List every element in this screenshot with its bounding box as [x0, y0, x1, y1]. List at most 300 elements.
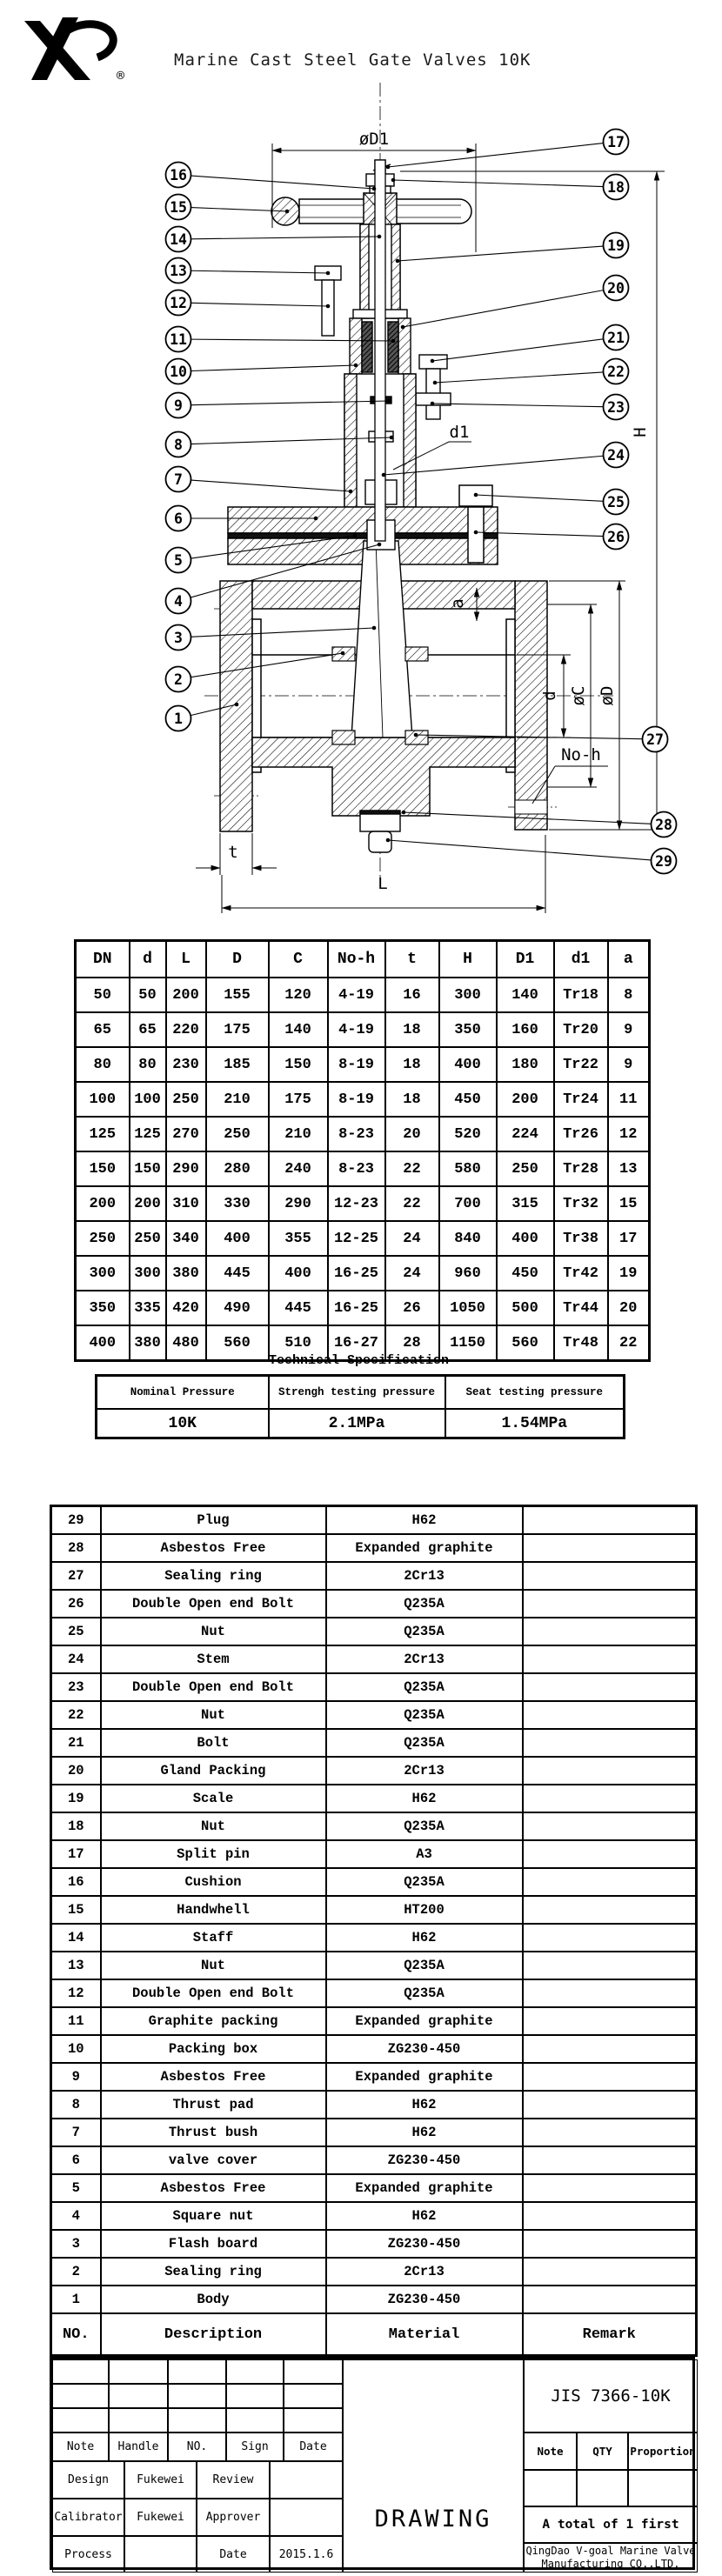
dim-table-cell: Tr44: [554, 1291, 608, 1325]
svg-text:26: 26: [607, 529, 625, 545]
dim-table-cell: 400: [497, 1221, 554, 1256]
dim-table-row: [76, 1012, 650, 1047]
dim-table-cell: 490: [206, 1291, 269, 1325]
parts-table-cell: [523, 1645, 697, 1673]
dim-table-cell: 700: [439, 1186, 497, 1221]
dim-table-cell: 240: [269, 1151, 328, 1186]
parts-table-cell: Thrust bush: [101, 2119, 326, 2146]
callout-7: [166, 467, 353, 494]
callout-21: [431, 325, 629, 364]
parts-table-row: [51, 2063, 697, 2091]
dim-table-cell: 4-19: [328, 1012, 385, 1047]
parts-table-cell: 15: [51, 1896, 101, 1924]
parts-table-cell: 10: [51, 2035, 101, 2063]
parts-table-cell: Graphite packing: [101, 2007, 326, 2035]
parts-table-cell: [523, 1701, 697, 1729]
callout-24: [382, 443, 629, 477]
callout-15: [166, 195, 290, 220]
parts-table-row: [51, 1645, 697, 1673]
tb-date2-label: Date: [197, 2536, 270, 2573]
dim-table-cell: 480: [166, 1325, 206, 1361]
parts-table-cell: Gland Packing: [101, 1757, 326, 1785]
dim-table-cell: 350: [439, 1012, 497, 1047]
stem: [375, 160, 385, 541]
parts-table-row: [51, 1757, 697, 1785]
parts-table-cell: [523, 1757, 697, 1785]
parts-table-cell: 16: [51, 1868, 101, 1896]
dim-table-cell: 250: [76, 1221, 130, 1256]
dim-table-cell: 8: [608, 978, 650, 1012]
dim-table-cell: 210: [206, 1082, 269, 1117]
parts-table-cell: Q235A: [326, 1979, 523, 2007]
dim-table-cell: 150: [76, 1151, 130, 1186]
parts-table-cell: [523, 1785, 697, 1812]
parts-table-cell: Bolt: [101, 1729, 326, 1757]
parts-table-cell: Asbestos Free: [101, 2063, 326, 2091]
spec-header-cell: Nominal Pressure: [97, 1376, 269, 1410]
parts-table-cell: 21: [51, 1729, 101, 1757]
tb-design-label: Design: [52, 2461, 124, 2499]
parts-table-cell: Flash board: [101, 2230, 326, 2258]
dim-table-cell: 100: [76, 1082, 130, 1117]
parts-table-cell: [523, 1868, 697, 1896]
callout-29: [386, 838, 677, 874]
parts-table-cell: 1: [51, 2286, 101, 2313]
dim-table-cell: 16-27: [328, 1325, 385, 1361]
svg-text:10: 10: [170, 364, 187, 380]
dim-label: No-h: [561, 745, 601, 764]
svg-text:8: 8: [174, 437, 183, 453]
callout-16: [166, 163, 377, 191]
dim-table-cell: Tr18: [554, 978, 608, 1012]
dim-table-cell: 315: [497, 1186, 554, 1221]
parts-table-cell: Double Open end Bolt: [101, 1673, 326, 1701]
parts-table-cell: Expanded graphite: [326, 2174, 523, 2202]
parts-table-cell: 3: [51, 2230, 101, 2258]
parts-table-cell: [523, 2258, 697, 2286]
dim-table-cell: 9: [608, 1047, 650, 1082]
parts-table-cell: Cushion: [101, 1868, 326, 1896]
svg-text:9: 9: [174, 397, 183, 414]
parts-table-cell: Asbestos Free: [101, 1534, 326, 1562]
dim-table-cell: 200: [166, 978, 206, 1012]
gland-bolt-right: [416, 355, 451, 419]
dim-column-header: H: [439, 941, 497, 978]
technical-specification-table: [95, 1374, 625, 1439]
dim-table-cell: 330: [206, 1186, 269, 1221]
spec-value-cell: 10K: [97, 1409, 269, 1438]
svg-text:25: 25: [607, 494, 625, 511]
dim-table-cell: 400: [206, 1221, 269, 1256]
dim-label: øC: [569, 685, 588, 706]
parts-table-cell: Split pin: [101, 1840, 326, 1868]
parts-table-cell: 22: [51, 1701, 101, 1729]
parts-table-cell: Plug: [101, 1506, 326, 1535]
parts-list-table: [50, 1505, 698, 2357]
dim-table-cell: 200: [130, 1186, 166, 1221]
parts-table-row: [51, 1896, 697, 1924]
parts-footer-cell: NO.: [51, 2313, 101, 2356]
dim-table-cell: 8-23: [328, 1151, 385, 1186]
parts-table-cell: Expanded graphite: [326, 2063, 523, 2091]
parts-table-cell: 7: [51, 2119, 101, 2146]
flange-bolt-hole: [515, 800, 547, 814]
dim-table-cell: 310: [166, 1186, 206, 1221]
dim-table-cell: 140: [497, 978, 554, 1012]
parts-table-cell: [523, 2230, 697, 2258]
dim-table-cell: 840: [439, 1221, 497, 1256]
parts-table-row: [51, 1534, 697, 1562]
dim-table-cell: 445: [269, 1291, 328, 1325]
dim-table-cell: Tr22: [554, 1047, 608, 1082]
dim-table-cell: 270: [166, 1117, 206, 1151]
dim-label: L: [378, 874, 388, 893]
parts-table-cell: H62: [326, 1785, 523, 1812]
dim-table-cell: 560: [206, 1325, 269, 1361]
dim-table-cell: 15: [608, 1186, 650, 1221]
parts-table-cell: Packing box: [101, 2035, 326, 2063]
dim-table-cell: 8-19: [328, 1082, 385, 1117]
dim-table-cell: 28: [385, 1325, 439, 1361]
svg-text:7: 7: [174, 471, 183, 488]
parts-table-cell: [523, 2286, 697, 2313]
dim-table-cell: 8-23: [328, 1117, 385, 1151]
dim-table-cell: 450: [497, 1256, 554, 1291]
dim-table-cell: 9: [608, 1012, 650, 1047]
dim-table-cell: Tr38: [554, 1221, 608, 1256]
parts-table-cell: H62: [326, 1506, 523, 1535]
parts-table-row: [51, 1729, 697, 1757]
dim-table-row: [76, 1256, 650, 1291]
tb-calibrator-label: Calibrator: [52, 2499, 124, 2536]
dim-table-cell: 230: [166, 1047, 206, 1082]
dim-label: øD: [598, 685, 617, 706]
parts-table-cell: 25: [51, 1618, 101, 1645]
dim-table-row: [76, 1117, 650, 1151]
callout-13: [166, 258, 331, 284]
dim-table-cell: 450: [439, 1082, 497, 1117]
parts-table-cell: 12: [51, 1979, 101, 2007]
parts-table-row: [51, 1618, 697, 1645]
parts-table-cell: ZG230-450: [326, 2035, 523, 2063]
parts-table-row: [51, 1673, 697, 1701]
dim-table-cell: 340: [166, 1221, 206, 1256]
dim-column-header: t: [385, 941, 439, 978]
dim-label: øD1: [358, 130, 390, 149]
parts-footer-cell: Material: [326, 2313, 523, 2356]
dim-label: d: [540, 691, 559, 701]
parts-table-cell: ZG230-450: [326, 2146, 523, 2174]
parts-table-cell: Q235A: [326, 1590, 523, 1618]
dim-table-cell: Tr32: [554, 1186, 608, 1221]
tb-approver-label: Approver: [197, 2499, 270, 2536]
parts-table-cell: valve cover: [101, 2146, 326, 2174]
svg-text:3: 3: [174, 630, 183, 646]
dim-table-cell: 50: [76, 978, 130, 1012]
dim-table-cell: 280: [206, 1151, 269, 1186]
parts-table-cell: Nut: [101, 1952, 326, 1979]
dim-table-cell: 400: [269, 1256, 328, 1291]
parts-table-row: [51, 1506, 697, 1535]
dim-table-cell: 18: [385, 1047, 439, 1082]
parts-table-cell: 18: [51, 1812, 101, 1840]
dim-table-cell: 210: [269, 1117, 328, 1151]
total-note: A total of 1 first: [524, 2506, 698, 2543]
dim-table-cell: 180: [497, 1047, 554, 1082]
dim-table-cell: 22: [385, 1186, 439, 1221]
dim-column-header: DN: [76, 941, 130, 978]
parts-table-row: [51, 2007, 697, 2035]
parts-table-row: [51, 2091, 697, 2119]
parts-table-cell: 6: [51, 2146, 101, 2174]
dim-table-cell: 300: [76, 1256, 130, 1291]
parts-table-cell: H62: [326, 2119, 523, 2146]
tb-date-label: Date: [284, 2433, 343, 2461]
dim-table-cell: 500: [497, 1291, 554, 1325]
parts-table-cell: [523, 1979, 697, 2007]
tb-no-label: NO.: [168, 2433, 226, 2461]
dim-table-cell: 400: [439, 1047, 497, 1082]
parts-table-cell: 29: [51, 1506, 101, 1535]
tb-note-label: Note: [52, 2433, 109, 2461]
parts-table-row: [51, 1562, 697, 1590]
dim-table-cell: 175: [206, 1012, 269, 1047]
spec-header-cell: Strengh testing pressure: [269, 1376, 445, 1410]
dim-table-cell: 65: [130, 1012, 166, 1047]
dim-table-cell: 175: [269, 1082, 328, 1117]
dim-table-cell: 300: [130, 1256, 166, 1291]
dim-table-row: [76, 1186, 650, 1221]
parts-table-row: [51, 1952, 697, 1979]
parts-footer-cell: Description: [101, 2313, 326, 2356]
company-line-1: QingDao V-goal Marine Valve: [525, 2545, 696, 2557]
dim-table-cell: 140: [269, 1012, 328, 1047]
parts-table-cell: 8: [51, 2091, 101, 2119]
dim-table-cell: 290: [166, 1151, 206, 1186]
callout-18: [391, 175, 629, 200]
dim-table-cell: 380: [166, 1256, 206, 1291]
valve-section-drawing: [0, 74, 722, 922]
dim-table-cell: 16: [385, 978, 439, 1012]
proportion-label: Proportion: [628, 2433, 698, 2470]
parts-table-cell: 2Cr13: [326, 1562, 523, 1590]
dim-table-cell: 12: [608, 1117, 650, 1151]
dim-table-cell: 20: [608, 1291, 650, 1325]
dim-table-cell: 80: [130, 1047, 166, 1082]
dim-table-cell: 290: [269, 1186, 328, 1221]
dim-column-header: No-h: [328, 941, 385, 978]
dim-table-cell: 16-25: [328, 1256, 385, 1291]
dim-table-cell: 250: [130, 1221, 166, 1256]
qty-label: QTY: [577, 2433, 628, 2470]
dim-column-header: D: [206, 941, 269, 978]
parts-table-row: [51, 2174, 697, 2202]
svg-text:4: 4: [174, 593, 183, 610]
spec-header-row: [97, 1376, 625, 1410]
dim-table-cell: 24: [385, 1256, 439, 1291]
svg-text:14: 14: [170, 231, 187, 248]
company-name: [524, 2543, 698, 2573]
dim-table-cell: 150: [130, 1151, 166, 1186]
callout-23: [431, 395, 629, 420]
parts-table-cell: A3: [326, 1840, 523, 1868]
parts-table-cell: [523, 1506, 697, 1535]
dim-table-cell: 13: [608, 1151, 650, 1186]
parts-table-footer-row: [51, 2313, 697, 2356]
dim-label: H: [631, 427, 650, 437]
svg-text:22: 22: [607, 364, 625, 380]
parts-table-cell: 13: [51, 1952, 101, 1979]
parts-table-cell: [523, 2091, 697, 2119]
dim-table-cell: 220: [166, 1012, 206, 1047]
dim-table-cell: 18: [385, 1082, 439, 1117]
dim-table-cell: 12-23: [328, 1186, 385, 1221]
parts-table-cell: Double Open end Bolt: [101, 1590, 326, 1618]
parts-table-row: [51, 2286, 697, 2313]
dim-table-cell: 160: [497, 1012, 554, 1047]
parts-table-cell: 2Cr13: [326, 1757, 523, 1785]
parts-table-cell: 11: [51, 2007, 101, 2035]
tb-calibrator-name: Fukewei: [124, 2499, 197, 2536]
dim-table-cell: 355: [269, 1221, 328, 1256]
dim-table-cell: 1150: [439, 1325, 497, 1361]
dim-table-cell: 80: [76, 1047, 130, 1082]
dim-table-cell: 24: [385, 1221, 439, 1256]
qty-note-label: Note: [524, 2433, 577, 2470]
dim-table-cell: 18: [385, 1012, 439, 1047]
spec-header-cell: Seat testing pressure: [445, 1376, 625, 1410]
dim-table-cell: 100: [130, 1082, 166, 1117]
parts-table-row: [51, 2258, 697, 2286]
dimension-table-header: [76, 941, 650, 978]
dim-table-cell: 50: [130, 978, 166, 1012]
parts-table-cell: 28: [51, 1534, 101, 1562]
parts-table-row: [51, 2146, 697, 2174]
dim-table-row: [76, 1221, 650, 1256]
drawing-label: DRAWING: [343, 2359, 524, 2573]
dim-table-cell: Tr20: [554, 1012, 608, 1047]
dim-table-cell: 300: [439, 978, 497, 1012]
dim-table-cell: 17: [608, 1221, 650, 1256]
parts-table-cell: ZG230-450: [326, 2286, 523, 2313]
dimension-table: [74, 939, 651, 1362]
parts-table-cell: [523, 2146, 697, 2174]
parts-table-row: [51, 1590, 697, 1618]
dim-table-cell: 8-19: [328, 1047, 385, 1082]
svg-text:17: 17: [607, 134, 625, 150]
parts-table-cell: [523, 1924, 697, 1952]
callout-12: [166, 290, 331, 316]
dim-table-cell: 380: [130, 1325, 166, 1361]
parts-table-cell: [523, 1618, 697, 1645]
dim-table-cell: 185: [206, 1047, 269, 1082]
dim-table-cell: 12-25: [328, 1221, 385, 1256]
parts-table-cell: 17: [51, 1840, 101, 1868]
spec-value-cell: 2.1MPa: [269, 1409, 445, 1438]
parts-table-row: [51, 1840, 697, 1868]
parts-table-cell: [523, 1952, 697, 1979]
parts-table-cell: 27: [51, 1562, 101, 1590]
parts-table-row: [51, 1701, 697, 1729]
svg-text:21: 21: [607, 330, 625, 346]
dim-table-cell: 125: [130, 1117, 166, 1151]
svg-text:16: 16: [170, 167, 187, 184]
svg-text:19: 19: [607, 237, 625, 254]
parts-table-cell: Q235A: [326, 1673, 523, 1701]
parts-table-cell: Nut: [101, 1812, 326, 1840]
dim-table-cell: 580: [439, 1151, 497, 1186]
company-line-2: Manufacturing CO.,LTD.: [541, 2558, 680, 2570]
parts-table-cell: [523, 1673, 697, 1701]
parts-table-cell: 14: [51, 1924, 101, 1952]
dim-table-cell: 200: [497, 1082, 554, 1117]
parts-table-row: [51, 1979, 697, 2007]
dim-column-header: C: [269, 941, 328, 978]
tb-design-name: Fukewei: [124, 2461, 197, 2499]
parts-table-row: [51, 2202, 697, 2230]
svg-text:1: 1: [174, 711, 183, 727]
dim-table-cell: 155: [206, 978, 269, 1012]
dim-label: d1: [449, 423, 470, 442]
parts-table-row: [51, 1924, 697, 1952]
svg-text:29: 29: [655, 853, 672, 870]
parts-table-cell: 24: [51, 1645, 101, 1673]
parts-table-cell: Sealing ring: [101, 1562, 326, 1590]
parts-table-cell: Q235A: [326, 1729, 523, 1757]
parts-table-cell: Expanded graphite: [326, 1534, 523, 1562]
drain-plug: [360, 811, 400, 852]
dim-table-cell: Tr48: [554, 1325, 608, 1361]
svg-text:27: 27: [646, 731, 664, 748]
tb-date-value: 2015.1.6: [270, 2536, 343, 2573]
dim-column-header: L: [166, 941, 206, 978]
parts-table-cell: Expanded graphite: [326, 2007, 523, 2035]
tb-process-label: Process: [52, 2536, 124, 2573]
dim-table-cell: 125: [76, 1117, 130, 1151]
dim-table-cell: 250: [206, 1117, 269, 1151]
parts-table-cell: ZG230-450: [326, 2230, 523, 2258]
parts-table-cell: Double Open end Bolt: [101, 1979, 326, 2007]
parts-table-cell: 4: [51, 2202, 101, 2230]
dim-table-cell: 335: [130, 1291, 166, 1325]
parts-table-cell: [523, 1896, 697, 1924]
dim-column-header: d1: [554, 941, 608, 978]
spec-value-row: [97, 1409, 625, 1438]
svg-text:23: 23: [607, 399, 625, 416]
dim-table-cell: 11: [608, 1082, 650, 1117]
callout-20: [401, 276, 629, 330]
dim-table-row: [76, 978, 650, 1012]
dim-table-cell: Tr28: [554, 1151, 608, 1186]
svg-text:2: 2: [174, 671, 183, 688]
dim-table-cell: 250: [497, 1151, 554, 1186]
parts-table-cell: Body: [101, 2286, 326, 2313]
parts-table-cell: 2Cr13: [326, 2258, 523, 2286]
parts-table-row: [51, 1868, 697, 1896]
parts-table-cell: Handwhell: [101, 1896, 326, 1924]
dim-table-cell: 420: [166, 1291, 206, 1325]
parts-table-cell: H62: [326, 1924, 523, 1952]
parts-table-cell: Stem: [101, 1645, 326, 1673]
dim-table-cell: Tr26: [554, 1117, 608, 1151]
parts-table-cell: [523, 2007, 697, 2035]
dim-table-cell: 224: [497, 1117, 554, 1151]
parts-table-cell: Nut: [101, 1618, 326, 1645]
dim-table-cell: 19: [608, 1256, 650, 1291]
parts-table-row: [51, 1785, 697, 1812]
dim-label: a: [448, 598, 467, 609]
parts-table-cell: 26: [51, 1590, 101, 1618]
